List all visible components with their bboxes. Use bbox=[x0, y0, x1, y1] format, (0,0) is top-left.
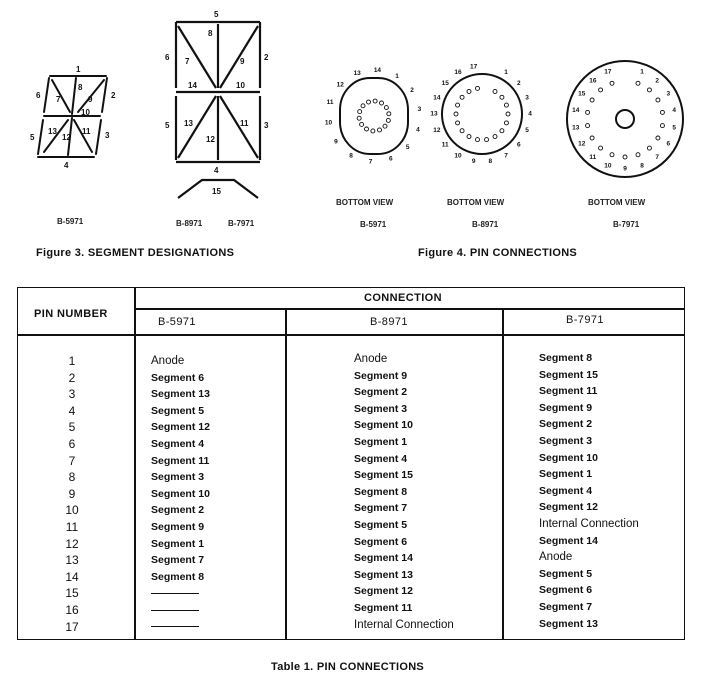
pin-number-column bbox=[52, 353, 92, 635]
pin-dot bbox=[610, 153, 614, 157]
pin-label: 4 bbox=[672, 107, 677, 115]
connection-cell: Anode bbox=[151, 355, 185, 367]
seg-label: 10 bbox=[81, 108, 90, 117]
connection-cell: Segment 4 bbox=[539, 484, 593, 497]
pin-dot bbox=[454, 112, 458, 116]
figure3-part-label: B-7971 bbox=[228, 219, 255, 228]
figure3-part-label: B-5971 bbox=[57, 217, 84, 226]
pin-label: 11 bbox=[589, 154, 597, 162]
connection-cell: Segment 14 bbox=[539, 534, 598, 547]
pin-dot bbox=[647, 146, 651, 150]
pin-label: 3 bbox=[525, 94, 529, 102]
pin-dot bbox=[456, 103, 460, 107]
seg-label: 3 bbox=[105, 131, 110, 140]
connection-cell bbox=[151, 619, 210, 636]
connection-cell: Segment 13 bbox=[151, 388, 210, 401]
pin-number-cell: 12 bbox=[65, 536, 79, 551]
pin-dot bbox=[504, 121, 508, 125]
pin-number-cell: 6 bbox=[68, 436, 76, 451]
column-header-b7971: B-7971 bbox=[566, 314, 604, 326]
b8971-column bbox=[354, 351, 454, 633]
pin-dot bbox=[373, 99, 377, 103]
pin-label: 6 bbox=[666, 140, 671, 148]
connection-cell: Anode bbox=[354, 353, 388, 365]
pin-dot bbox=[361, 104, 365, 108]
empty-dash bbox=[151, 610, 199, 611]
pin-label: 5 bbox=[672, 124, 677, 132]
pin-dot bbox=[365, 127, 369, 131]
pin-dot bbox=[460, 129, 464, 133]
pin-label: 11 bbox=[326, 99, 334, 107]
connection-cell: Segment 7 bbox=[151, 554, 205, 567]
pin-view-b8971 bbox=[430, 62, 534, 172]
figure3-part-label: B-8971 bbox=[176, 219, 203, 228]
pin-label: 15 bbox=[578, 90, 586, 98]
connection-cell: Segment 11 bbox=[151, 454, 210, 467]
pin-label: 9 bbox=[623, 165, 627, 173]
connection-cell: Segment 1 bbox=[539, 468, 593, 481]
connection-cell: Segment 2 bbox=[354, 386, 408, 399]
pin-dot bbox=[656, 98, 660, 102]
connection-cell: Segment 8 bbox=[539, 352, 593, 364]
pin-dot bbox=[660, 110, 664, 114]
pin-number-cell: 8 bbox=[68, 470, 76, 485]
pin-number-cell: 9 bbox=[68, 486, 76, 501]
pin-label: 8 bbox=[640, 162, 644, 170]
pin-label: 12 bbox=[336, 81, 344, 89]
pin-number-cell: 16 bbox=[65, 602, 79, 617]
connection-cell: Segment 13 bbox=[539, 617, 598, 630]
pin-dot bbox=[377, 128, 381, 132]
connection-cell: Segment 9 bbox=[151, 520, 205, 533]
seg-label: 4 bbox=[214, 166, 219, 175]
pin-label: 16 bbox=[454, 69, 462, 77]
connection-cell: Segment 3 bbox=[151, 471, 205, 484]
pin-number-cell: 1 bbox=[68, 354, 76, 368]
pin-label: 10 bbox=[604, 162, 612, 170]
connection-header: CONNECTION bbox=[364, 292, 442, 304]
pin-dot bbox=[636, 81, 640, 85]
pin-label: 13 bbox=[430, 110, 438, 118]
connection-cell: Segment 12 bbox=[539, 501, 598, 514]
pin-number-cell: 7 bbox=[68, 453, 76, 468]
pin-dot bbox=[475, 86, 479, 90]
pin-dot bbox=[467, 135, 471, 139]
pin-dot bbox=[493, 89, 497, 93]
pin-number-cell: 11 bbox=[65, 519, 79, 534]
pin-label: 13 bbox=[353, 69, 361, 77]
connection-cell: Segment 6 bbox=[151, 371, 205, 384]
figure3-caption: Figure 3. SEGMENT DESIGNATIONS bbox=[36, 247, 235, 259]
segment-diagram-large bbox=[160, 8, 280, 208]
seg-label: 13 bbox=[184, 119, 193, 128]
pin-label: 7 bbox=[655, 154, 659, 162]
seg-label: 9 bbox=[88, 95, 93, 104]
pin-label: 13 bbox=[572, 124, 580, 132]
pin-label: 15 bbox=[441, 79, 449, 87]
pin-number-header: PIN NUMBER bbox=[34, 308, 108, 320]
seg-label: 7 bbox=[56, 95, 61, 104]
pin-dot bbox=[357, 116, 361, 120]
connection-cell: Segment 7 bbox=[354, 502, 408, 515]
pin-dot bbox=[660, 124, 664, 128]
pin-label: 8 bbox=[349, 152, 353, 160]
pin-number-cell: 14 bbox=[65, 569, 79, 584]
pin-label: 3 bbox=[417, 105, 422, 113]
connection-cell: Segment 5 bbox=[539, 567, 593, 580]
table-caption: Table 1. PIN CONNECTIONS bbox=[271, 661, 425, 673]
connection-cell: Segment 1 bbox=[151, 537, 205, 550]
connection-cell: Segment 4 bbox=[354, 452, 408, 465]
pin-label: 5 bbox=[405, 144, 410, 152]
bottom-view-label: BOTTOM VIEW bbox=[588, 198, 646, 207]
bottom-view-label: BOTTOM VIEW bbox=[447, 198, 505, 207]
pin-number-cell: 2 bbox=[68, 370, 76, 385]
pin-dot bbox=[586, 124, 590, 128]
pin-dot bbox=[386, 118, 390, 122]
pin-dot bbox=[460, 95, 464, 99]
connection-cell bbox=[151, 585, 210, 602]
seg-label: 12 bbox=[62, 133, 71, 142]
pin-dot bbox=[647, 88, 651, 92]
connection-cell: Segment 9 bbox=[354, 369, 408, 382]
connection-cell: Segment 7 bbox=[539, 600, 593, 613]
pin-dot bbox=[623, 155, 627, 159]
seg-label: 2 bbox=[111, 91, 116, 100]
connection-cell: Segment 2 bbox=[151, 504, 205, 517]
pin-dot bbox=[610, 81, 614, 85]
pin-view-part-label: B-8971 bbox=[472, 220, 499, 229]
connection-cell: Internal Connection bbox=[539, 517, 639, 530]
connection-cell bbox=[151, 602, 210, 619]
pin-label: 8 bbox=[488, 157, 493, 165]
pin-dot bbox=[467, 89, 471, 93]
seg-label: 8 bbox=[78, 83, 83, 92]
seg-label: 9 bbox=[240, 57, 245, 66]
pin-label: 14 bbox=[433, 94, 441, 102]
connection-cell: Segment 15 bbox=[539, 368, 598, 381]
pin-dot bbox=[367, 100, 371, 104]
pin-label: 11 bbox=[441, 141, 449, 149]
pin-label: 17 bbox=[470, 63, 478, 71]
empty-dash bbox=[151, 626, 199, 627]
connection-cell: Segment 12 bbox=[354, 585, 413, 598]
connection-cell: Segment 6 bbox=[354, 535, 408, 548]
pin-dot bbox=[456, 121, 460, 125]
connection-cell: Segment 5 bbox=[354, 518, 408, 531]
connection-cell: Segment 6 bbox=[539, 584, 593, 597]
connection-cell: Segment 12 bbox=[151, 421, 210, 434]
column-header-b5971: B-5971 bbox=[158, 316, 196, 328]
seg-label: 10 bbox=[236, 81, 245, 90]
connection-cell: Segment 3 bbox=[539, 434, 593, 447]
connection-cell: Segment 8 bbox=[151, 570, 205, 583]
connection-cell: Anode bbox=[539, 551, 573, 564]
seg-label: 3 bbox=[264, 121, 269, 130]
pin-dot bbox=[380, 101, 384, 105]
pin-label: 4 bbox=[528, 110, 532, 118]
pin-label: 4 bbox=[416, 126, 420, 134]
seg-label: 5 bbox=[30, 133, 35, 142]
pin-label: 6 bbox=[516, 141, 521, 149]
connection-cell: Segment 3 bbox=[354, 402, 408, 415]
seg-label: 11 bbox=[240, 119, 249, 128]
pin-dot bbox=[506, 112, 510, 116]
pin-label: 7 bbox=[368, 158, 373, 166]
pin-label: 12 bbox=[433, 127, 441, 135]
pin-label: 1 bbox=[504, 69, 508, 77]
pin-view-b5971 bbox=[324, 66, 422, 166]
pin-label: 7 bbox=[504, 152, 508, 160]
pin-dot bbox=[358, 110, 362, 114]
segment-diagram-small bbox=[28, 60, 128, 180]
connection-cell: Segment 10 bbox=[151, 487, 210, 500]
pin-label: 2 bbox=[410, 86, 414, 94]
pin-dot bbox=[599, 88, 603, 92]
pin-connections-table bbox=[17, 287, 685, 640]
pin-label: 9 bbox=[334, 138, 338, 146]
pin-dot bbox=[656, 136, 660, 140]
pin-number-cell: 5 bbox=[68, 420, 76, 435]
pin-dot bbox=[500, 129, 504, 133]
pin-label: 2 bbox=[516, 79, 521, 87]
pin-dot bbox=[371, 129, 375, 133]
seg-label: 6 bbox=[36, 91, 41, 100]
connection-cell: Segment 15 bbox=[354, 469, 413, 482]
seg-label: 13 bbox=[48, 127, 57, 136]
pin-number-cell: 15 bbox=[65, 586, 79, 601]
connection-cell: Segment 10 bbox=[354, 419, 413, 432]
seg-label: 12 bbox=[206, 135, 215, 144]
pin-dot bbox=[475, 138, 479, 142]
pin-label: 1 bbox=[395, 72, 399, 80]
seg-label: 15 bbox=[212, 187, 221, 196]
connection-cell: Segment 1 bbox=[354, 435, 408, 448]
pin-label: 10 bbox=[324, 119, 333, 127]
seg-label: 5 bbox=[165, 121, 170, 130]
connection-cell: Segment 11 bbox=[539, 385, 598, 398]
pin-dot bbox=[636, 153, 640, 157]
connection-cell: Internal Connection bbox=[354, 618, 454, 631]
connection-cell: Segment 13 bbox=[354, 568, 413, 581]
seg-label: 5 bbox=[214, 10, 219, 19]
connection-cell: Segment 11 bbox=[354, 601, 413, 614]
pin-label: 3 bbox=[666, 90, 671, 98]
seg-label: 6 bbox=[165, 53, 170, 62]
pin-dot bbox=[485, 138, 489, 142]
seg-label: 7 bbox=[185, 57, 190, 66]
pin-dot bbox=[384, 106, 388, 110]
pin-dot bbox=[493, 135, 497, 139]
pin-label: 1 bbox=[640, 68, 644, 76]
seg-label: 2 bbox=[264, 53, 269, 62]
seg-label: 4 bbox=[64, 161, 69, 170]
b5971-column bbox=[151, 353, 210, 635]
seg-label: 14 bbox=[188, 81, 197, 90]
connection-cell: Segment 5 bbox=[151, 404, 205, 417]
figure4-caption: Figure 4. PIN CONNECTIONS bbox=[418, 247, 578, 259]
seg-label: 8 bbox=[208, 29, 213, 38]
pin-label: 5 bbox=[525, 127, 529, 135]
connection-cell: Segment 14 bbox=[354, 552, 413, 565]
pin-dot bbox=[504, 103, 508, 107]
pin-dot bbox=[590, 136, 594, 140]
pin-view-part-label: B-7971 bbox=[613, 220, 640, 229]
pin-label: 16 bbox=[589, 77, 597, 85]
connection-cell: Segment 9 bbox=[539, 401, 593, 414]
pin-label: 6 bbox=[388, 155, 393, 163]
connection-cell: Segment 8 bbox=[354, 485, 408, 498]
pin-dot bbox=[387, 112, 391, 116]
connection-cell: Segment 10 bbox=[539, 451, 598, 464]
pin-label: 14 bbox=[572, 107, 580, 115]
seg-label: 1 bbox=[76, 65, 81, 74]
bottom-view-label: BOTTOM VIEW bbox=[336, 198, 394, 207]
pin-label: 12 bbox=[578, 140, 586, 148]
pin-number-cell: 10 bbox=[65, 503, 79, 518]
pin-number-cell: 13 bbox=[65, 553, 79, 568]
pin-label: 14 bbox=[373, 66, 382, 74]
connection-cell: Segment 2 bbox=[539, 418, 593, 431]
empty-dash bbox=[151, 593, 199, 594]
pin-dot bbox=[590, 98, 594, 102]
pin-number-cell: 3 bbox=[68, 387, 76, 402]
column-header-b8971: B-8971 bbox=[370, 316, 408, 328]
seg-label: 11 bbox=[82, 127, 91, 136]
pin-label: 9 bbox=[471, 157, 476, 165]
pin-number-cell: 4 bbox=[68, 403, 76, 418]
pin-dot bbox=[599, 146, 603, 150]
pin-label: 17 bbox=[604, 68, 612, 76]
pin-view-b7971 bbox=[560, 58, 690, 188]
pin-dot bbox=[383, 124, 387, 128]
pin-dot bbox=[586, 110, 590, 114]
pin-number-cell: 17 bbox=[65, 619, 79, 634]
pin-dot bbox=[360, 122, 364, 126]
pin-label: 2 bbox=[655, 77, 659, 85]
b7971-column bbox=[539, 350, 639, 632]
pin-view-part-label: B-5971 bbox=[360, 220, 387, 229]
pin-dot bbox=[500, 95, 504, 99]
connection-cell: Segment 4 bbox=[151, 437, 205, 450]
pin-label: 10 bbox=[454, 152, 462, 160]
